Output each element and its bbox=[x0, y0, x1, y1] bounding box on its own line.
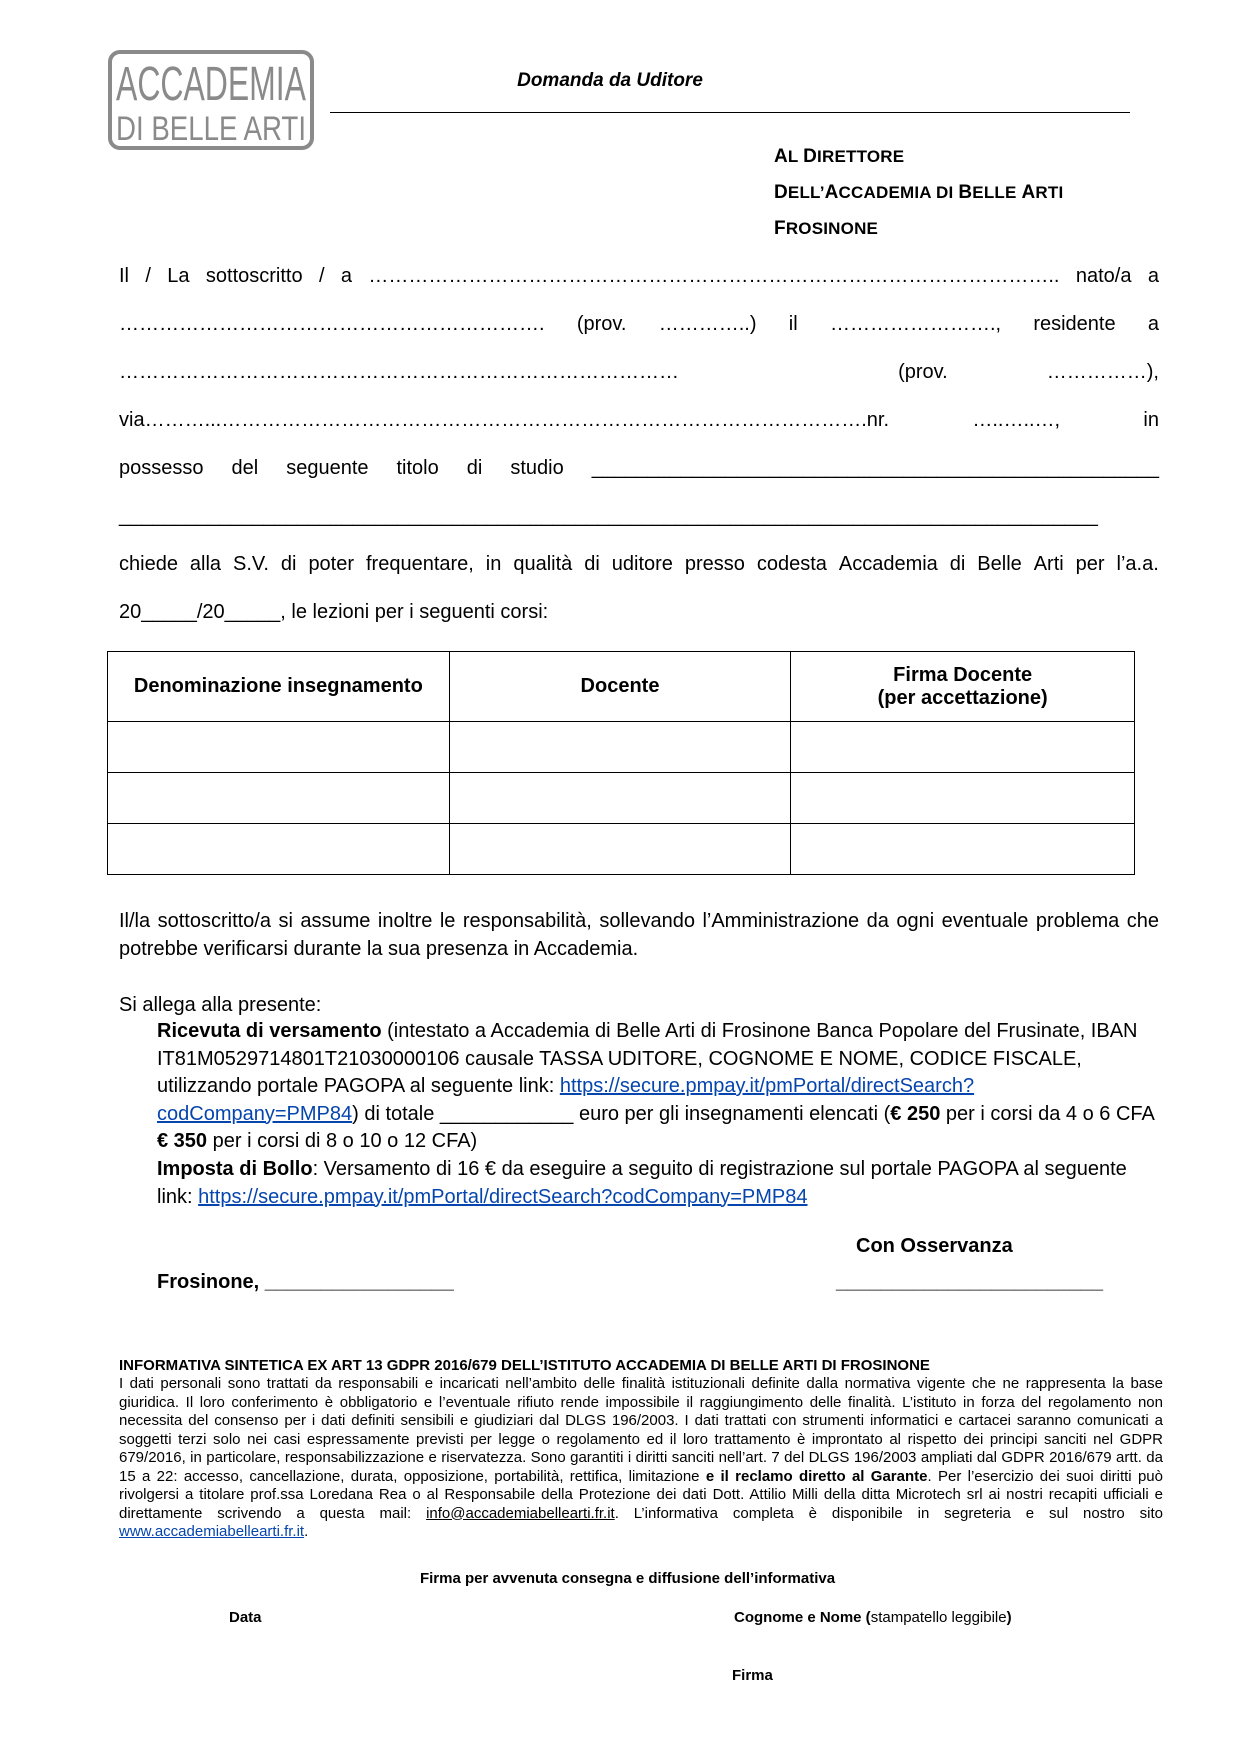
street-field[interactable]: via………...…………………………………………………………………………………….nr. bbox=[119, 409, 890, 431]
signature-field[interactable]: ________________________ bbox=[836, 1271, 1103, 1293]
addressee-line3: FROSINONE bbox=[774, 218, 879, 239]
email-link[interactable]: info@accademiabellearti.fr.it bbox=[426, 1504, 615, 1522]
signature-label: Firma bbox=[732, 1667, 773, 1684]
privacy-title: INFORMATIVA SINTETICA EX ART 13 GDPR 2016/679 DELL’ISTITUTO ACCADEMIA DI BELLE ARTI DI FROSINONE bbox=[119, 1357, 930, 1374]
residence-province-field[interactable]: ……………), bbox=[1046, 361, 1159, 383]
table-row bbox=[108, 722, 1135, 773]
residence-field[interactable]: ………………………………………………………………………… bbox=[119, 361, 679, 383]
signature-cell[interactable] bbox=[791, 824, 1135, 875]
birthdate-field[interactable]: ……………………., bbox=[829, 313, 1002, 335]
signature-cell[interactable] bbox=[791, 722, 1135, 773]
responsibility-paragraph: Il/la sottoscritto/a si assume inoltre le responsabilità, sollevando l’Amministrazione da ogni eventuale problema che potrebbe verificarsi durante la sua presenza in Accademia. bbox=[119, 910, 1159, 960]
table-row bbox=[108, 824, 1135, 875]
name-label: Cognome e Nome (stampatello leggibile) bbox=[734, 1609, 1012, 1626]
column-header-course: Denominazione insegnamento bbox=[108, 652, 450, 722]
attachments-intro: Si allega alla presente: bbox=[119, 994, 322, 1016]
form-line-degree: possesso del seguente titolo di studio ___________________________________________________ bbox=[119, 457, 1159, 479]
column-header-signature: Firma Docente (per accettazione) bbox=[791, 652, 1135, 722]
date-label: Data bbox=[229, 1609, 262, 1626]
form-line-name: Il / La sottoscritto / a ………………………………………………………………………………………….. nato/a a bbox=[119, 265, 1159, 287]
document-title: Domanda da Uditore bbox=[517, 70, 703, 91]
privacy-body: I dati personali sono trattati da responsabili e incaricati nell’ambito delle finalità istituzionali definite dalla normativa vigente che ne rappresenta la base giuridica. Il loro conferimento è obbligatorio e l’eventuale rifiuto rende impossibile il raggiungimento delle finalità. L’istituto in forza del regolamento non necessita del consenso per i dati definiti sensibili e giudiziari dal DLGS 196/2003. I dati trattati con strumenti informatici e cartacei saranno comunicati a soggetti terzi solo nei casi espressamente previsti per legge o regolamento ed il loro trattamento è improntato al rispetto dei principi sanciti nel GDPR 679/2016, in particolare, responsabilizzazione e riservatezza. Sono garantiti i diritti sanciti nell’art. 7 del DLGS 196/2003 ampliati dal GDPR 2016/679 artt. da 15 a 22: accesso, cancellazione, durata, opposizione, portabilità, rettifica, limitazione e il reclamo diretto al Garante. Per l’esercizio dei suoi diritti può rivolgersi a titolare prof.ssa Loredana Rea o al Responsabile della Protezione dei dati Dott. Attilio Milli della ditta Microtech srl ai nostri recapiti ufficiali e direttamente scrivendo a questa mail: info@accademiabellearti.fr.it. L’informativa completa è disponibile in segreteria e sul nostro sito www.accademiabellearti.fr.it. bbox=[119, 1375, 1163, 1540]
form-line-residence: ………………………………………………………………………… (prov. ……………), bbox=[119, 361, 1159, 383]
stamp-duty-item: Imposta di Bollo: Versamento di 16 € da eseguire a seguito di registrazione sul portale PAGOPA al seguente link: https://secure.pmpay.it/pmPortal/directSearch?codCompany=PMP84 bbox=[157, 1158, 1127, 1208]
receipt-item: Ricevuta di versamento (intestato a Accademia di Belle Arti di Frosinone Banca Popolare del Frusinate, IBAN IT81M0529714801T21030000106 causale TASSA UDITORE, COGNOME E NOME, CODICE FISCALE, utilizzando portale PAGOPA al seguente link: https://secure.pmpay.it/pmPortal/directSearch?codCompany=PMP84) di totale ____________ euro per gli insegnamenti elencati (€ 250 per i corsi da 4 o 6 CFA € 350 per i corsi di 8 o 10 o 12 CFA) bbox=[157, 1020, 1154, 1152]
street-number-field[interactable]: …..…..…, bbox=[972, 409, 1061, 431]
request-line: chiede alla S.V. di poter frequentare, in qualità di uditore presso codesta Accademia di Belle Arti per l’a.a. bbox=[119, 553, 1159, 575]
pagopa-link-stamp[interactable]: https://secure.pmpay.it/pmPortal/directSearch?codCompany=PMP84 bbox=[198, 1185, 808, 1208]
academic-year-line[interactable]: 20_____/20_____, le lezioni per i seguenti corsi: bbox=[119, 601, 549, 623]
course-cell[interactable] bbox=[108, 773, 450, 824]
privacy-sign-caption: Firma per avvenuta consegna e diffusione dell’informativa bbox=[419, 1570, 836, 1587]
form-line-street: via………...…………………………………………………………………………………….nr. …..…..…, in bbox=[119, 409, 1159, 431]
teacher-cell[interactable] bbox=[449, 824, 791, 875]
birthplace-field[interactable]: ………………………………………………………. bbox=[119, 313, 545, 335]
birth-province-field[interactable]: …………..) bbox=[658, 313, 757, 335]
table-row bbox=[108, 773, 1135, 824]
name-field[interactable]: ………………………………………………………………………………………….. bbox=[368, 265, 1060, 287]
addressee-line1: AL DIRETTORE bbox=[774, 146, 905, 167]
course-cell[interactable] bbox=[108, 722, 450, 773]
place-date-field[interactable]: Frosinone, _________________ bbox=[157, 1271, 454, 1293]
courses-table bbox=[107, 651, 1135, 875]
website-link[interactable]: www.accademiabellearti.fr.it bbox=[119, 1523, 305, 1540]
teacher-cell[interactable] bbox=[449, 722, 791, 773]
table-header-row bbox=[108, 652, 1135, 722]
regards: Con Osservanza bbox=[856, 1235, 1013, 1257]
signature-cell[interactable] bbox=[791, 773, 1135, 824]
pagopa-link[interactable]: https://secure.pmpay.it/pmPortal/directSearch?codCompany=PMP84 bbox=[157, 1075, 975, 1125]
title-divider bbox=[330, 112, 1130, 113]
course-cell[interactable] bbox=[108, 824, 450, 875]
degree-field-continued[interactable]: ________________________________________________________________________________________ bbox=[119, 505, 1098, 527]
logo-line2: DI BELLE ARTI bbox=[116, 110, 306, 148]
academy-logo bbox=[108, 50, 314, 150]
column-header-teacher: Docente bbox=[449, 652, 791, 722]
form-line-birth: ………………………………………………………. (prov. …………..) il ……………………., residente a bbox=[119, 313, 1159, 335]
degree-field[interactable]: ___________________________________________________ bbox=[591, 457, 1159, 479]
addressee-line2: DELL’ACCADEMIA DI BELLE ARTI bbox=[774, 182, 1064, 203]
teacher-cell[interactable] bbox=[449, 773, 791, 824]
logo-line1: ACCADEMIA bbox=[116, 58, 306, 111]
